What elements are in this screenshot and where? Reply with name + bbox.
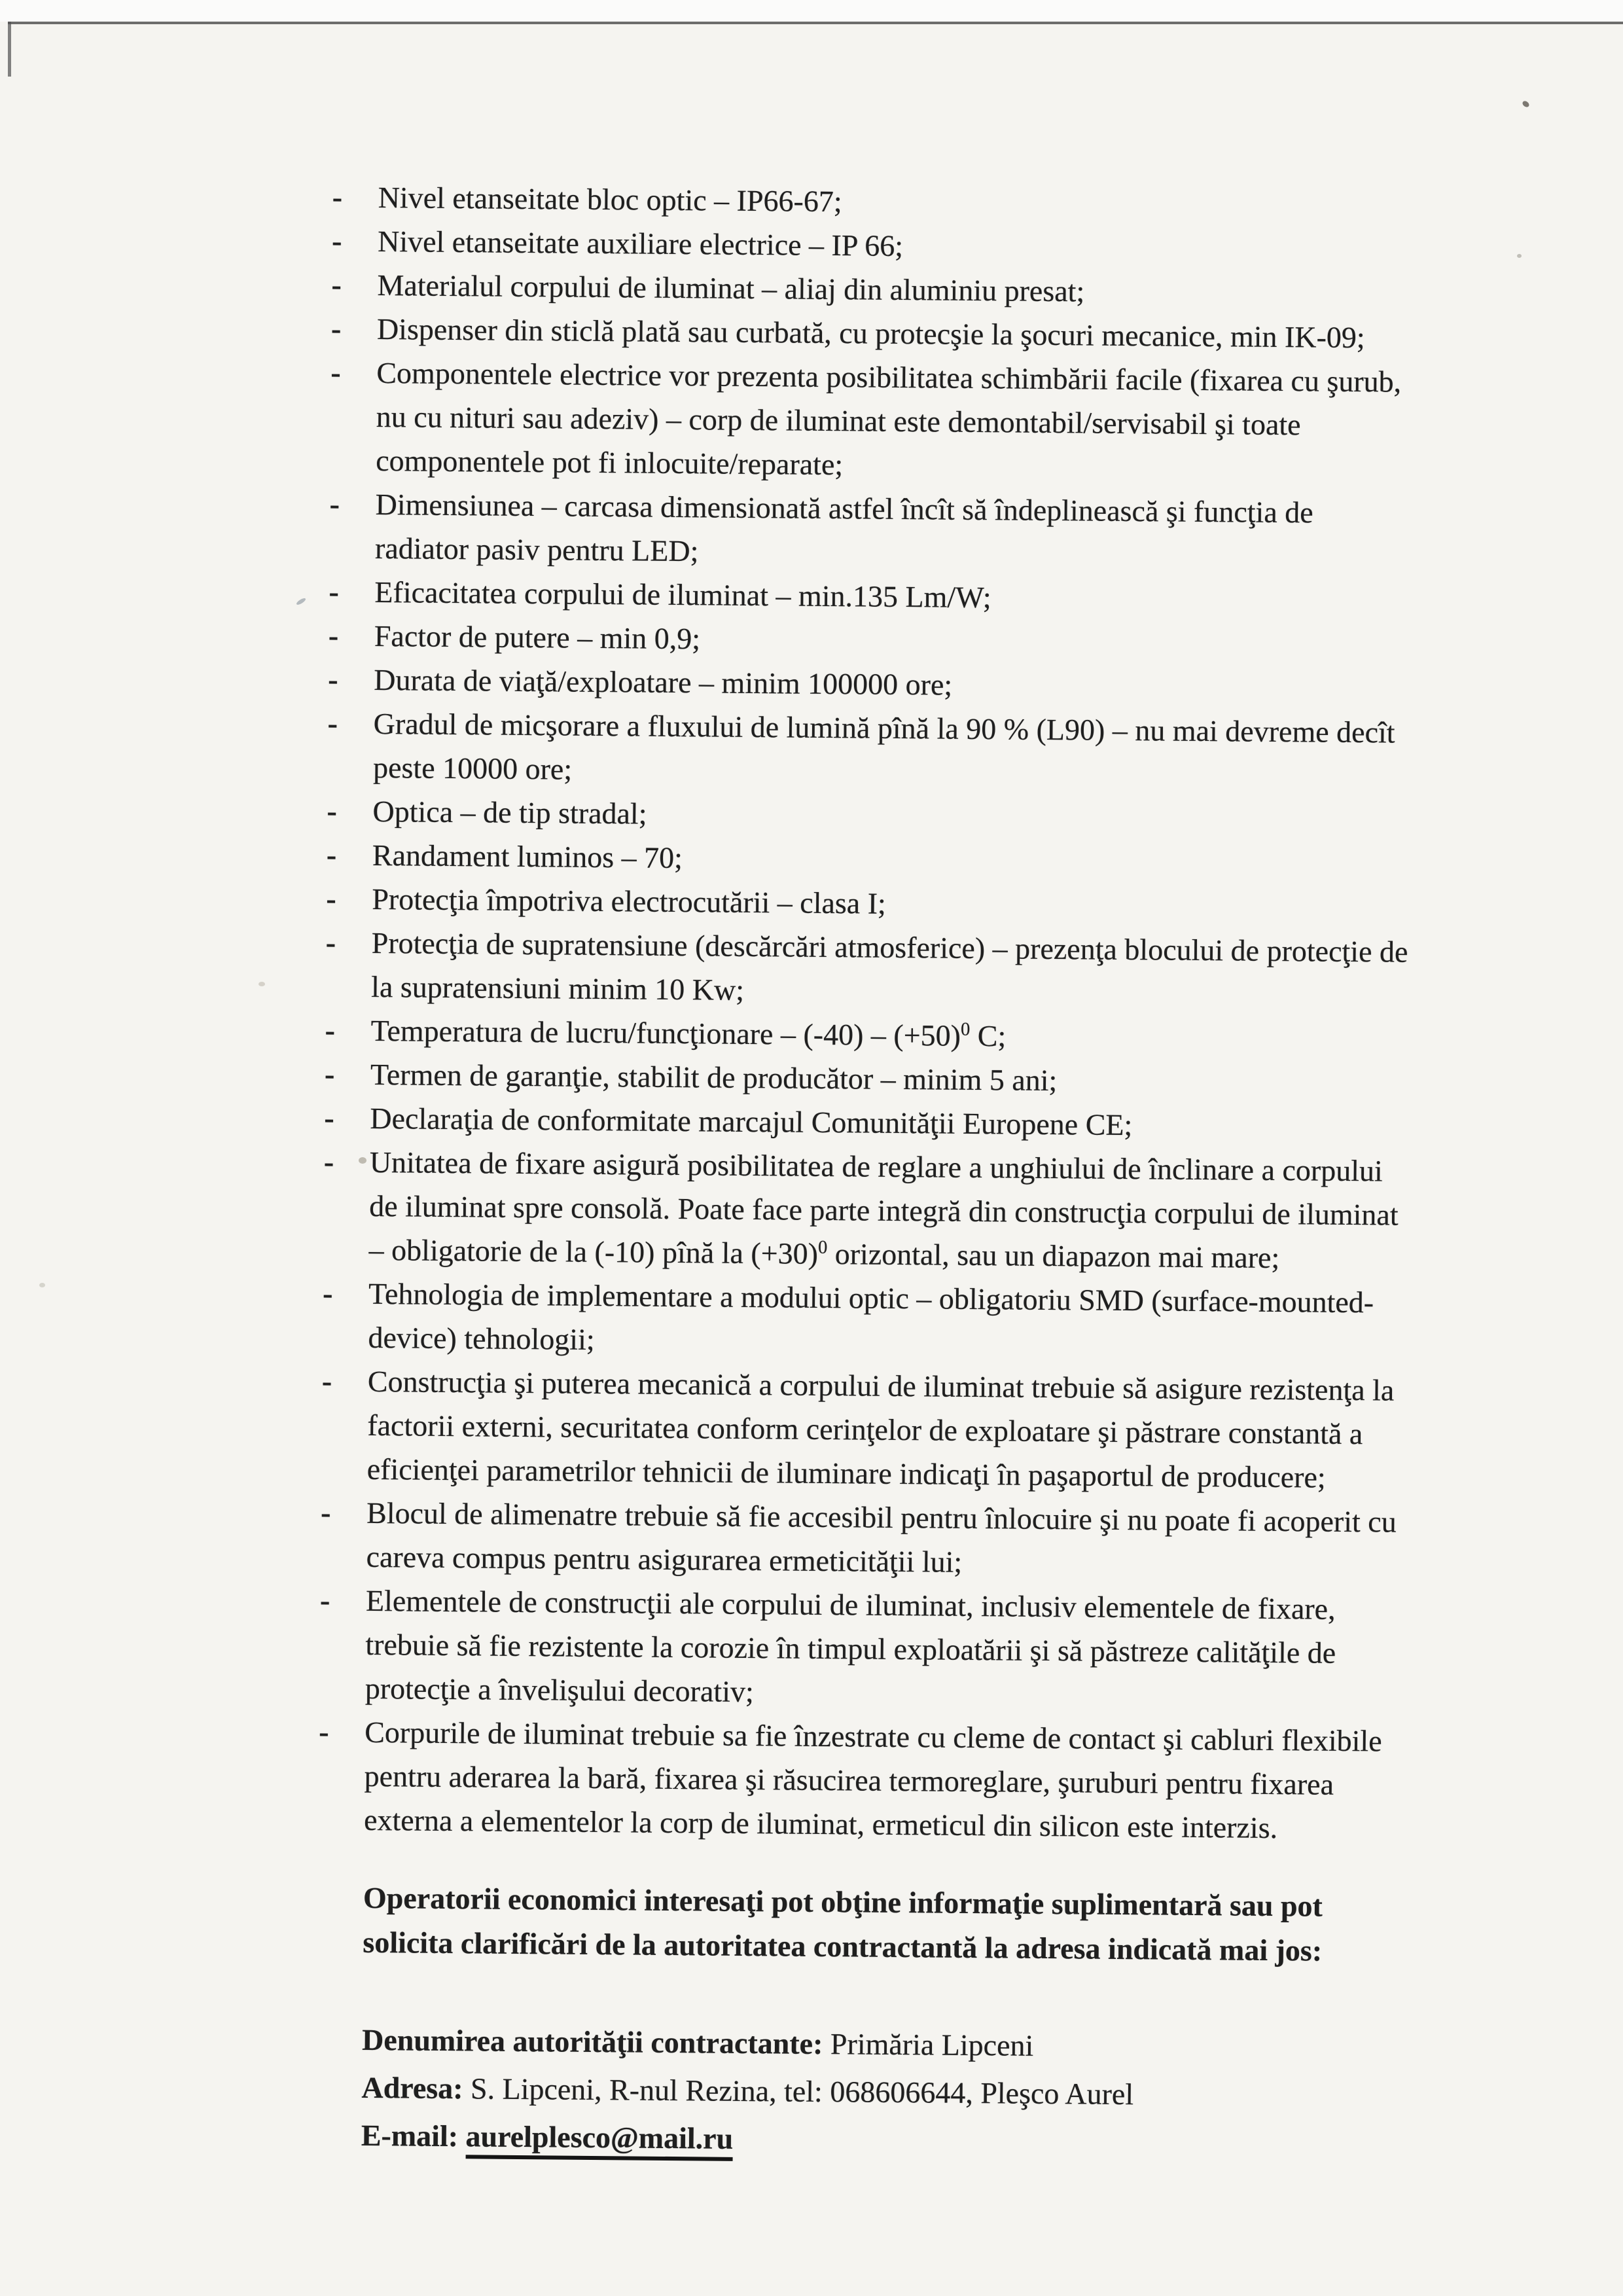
address-value: S. Lipceni, R-nul Rezina, tel: 068606644, Pleşco Aurel [470,2072,1134,2111]
list-item-text: Eficacitatea corpului de iluminat – min.135 Lm/W; [374,575,991,615]
list-item-text: Declaraţia de conformitate marcajul Comunităţii Europene CE; [370,1101,1133,1142]
list-item-text: Construcţia şi puterea mecanică a corpului de iluminat trebuie să asigure rezistenţa la factorii externi, securitatea conform cerinţelor de exploatare şi păstrare constantă a eficienţei parametrilor tehnicii de iluminare indicaţi în paşaportul de producere; [366,1364,1395,1494]
ink-speck [1522,99,1531,108]
scan-edge-line [8,22,1623,24]
authority-value: Primăria Lipceni [830,2027,1034,2062]
email-line [361,2111,1540,2170]
list-item-text: Blocul de alimenatre trebuie să fie accesibil pentru înlocuire şi nu poate fi acoperit cu careva compus pentru asigurarea ermeticităţii lui; [366,1496,1397,1579]
ink-speck [296,597,307,606]
list-item [366,1491,1544,1589]
list-item [364,1710,1543,1852]
list-item-text: Nivel etanseitate auxiliare electrice – IP 66; [377,224,904,263]
list-item-text: Dimensiunea – carcasa dimensionată astfel încît să îndeplinească şi funcţia de radiator pasiv pentru LED; [374,487,1313,568]
contact-block [361,2016,1541,2170]
list-item-text: Protecţia împotriva electrocutării – clasa I; [372,882,887,920]
list-item-text: Componentele electrice vor prezenta posibilitatea schimbării facile (fixarea cu şurub, nu cu nituri sau adeziv) – corp de iluminat este demontabil/servisabil şi toate componentele pot fi inlocuite/reparate; [375,355,1402,482]
scan-corner-mark [8,22,11,77]
authority-label: Denumirea autorităţii contractante: [361,2022,823,2061]
list-item [376,351,1555,493]
list-item-text: Materialul corpului de iluminat – aliaj din aluminiu presat; [377,268,1085,308]
list-item [371,921,1550,1019]
address-label: Adresa: [361,2070,463,2106]
list-item-text: Temperatura de lucru/funcţionare – $(-40) - (+50)^0$ C; [370,1013,1007,1053]
ink-speck [359,1157,366,1164]
ink-speck [39,1283,45,1287]
list-item-text: Randament luminos – 70; [372,838,683,875]
list-item-text: Factor de putere – min 0,9; [374,619,701,656]
list-item-text: Termen de garanţie, stabilit de producător – minim 5 ani; [370,1057,1058,1098]
list-item-text: Nivel etanseitate bloc optic – IP66-67; [378,180,842,219]
list-item [366,1359,1546,1501]
list-item-text: Unitatea de fixare asigură posibilitatea de reglare a unghiului de înclinare a corpului de iluminat spre consolă. Poate face parte integră din construcţia corpului de iluminat – obligatorie de la (-10) pînă la $(+30)^0$ orizontal, sau un diapazon mai mare; [368,1145,1399,1275]
list-item-text: Dispenser din sticlă plată sau curbată, cu protecşie la şocuri mecanice, min IK-09; [376,312,1365,355]
list-item-text: Protecţia de supratensiune (descărcări atmosferice) – prezenţa blocului de protecţie de la supratensiuni minim 10 Kw; [370,925,1408,1007]
list-item-text: Durata de viaţă/exploatare – minim 100000 ore; [374,662,953,702]
email-value: aurelplesco@mail.ru [465,2119,733,2161]
list-item-text: Tehnologia de implementare a modului optic – obligatoriu SMD (surface-mounted- device) tehnologii; [368,1276,1374,1356]
list-item [368,1140,1548,1282]
ink-speck [259,982,265,986]
list-item [365,1579,1544,1721]
scan-edge-strip [0,0,1623,22]
email-label: E-mail: [361,2118,459,2153]
list-item-text: Gradul de micşorare a fluxului de lumină pînă la 90 % (L90) – nu mai devreme decît peste 10000 ore; [372,706,1395,786]
list-item-text: Optica – de tip stradal; [372,794,647,831]
spec-list [364,175,1556,1852]
notice-paragraph: Operatorii economici interesaţi pot obţine informaţie suplimentară sau pot solicita clarificări de la autoritatea contractantă la adresa indicată mai jos: [363,1880,1323,1967]
list-item-text: Elementele de construcţii ale corpului de iluminat, inclusiv elementele de fixare, trebuie să fie rezistente la corozie în timpul exploatării şi să păstreze calităţile de protecţie a învelişului decorativ; [365,1583,1336,1709]
list-item [373,702,1552,800]
list-item [368,1272,1546,1370]
document-body [361,175,1556,2170]
list-item [375,482,1554,581]
list-item-text: Corpurile de iluminat trebuie sa fie înzestrate cu cleme de contact şi cabluri flexibile pentru aderarea la bară, fixarea şi răsucirea termoreglare, şuruburi pentru fixarea externa a elementelor la corp de iluminat, ermeticul din silicon este interzis. [363,1715,1382,1845]
